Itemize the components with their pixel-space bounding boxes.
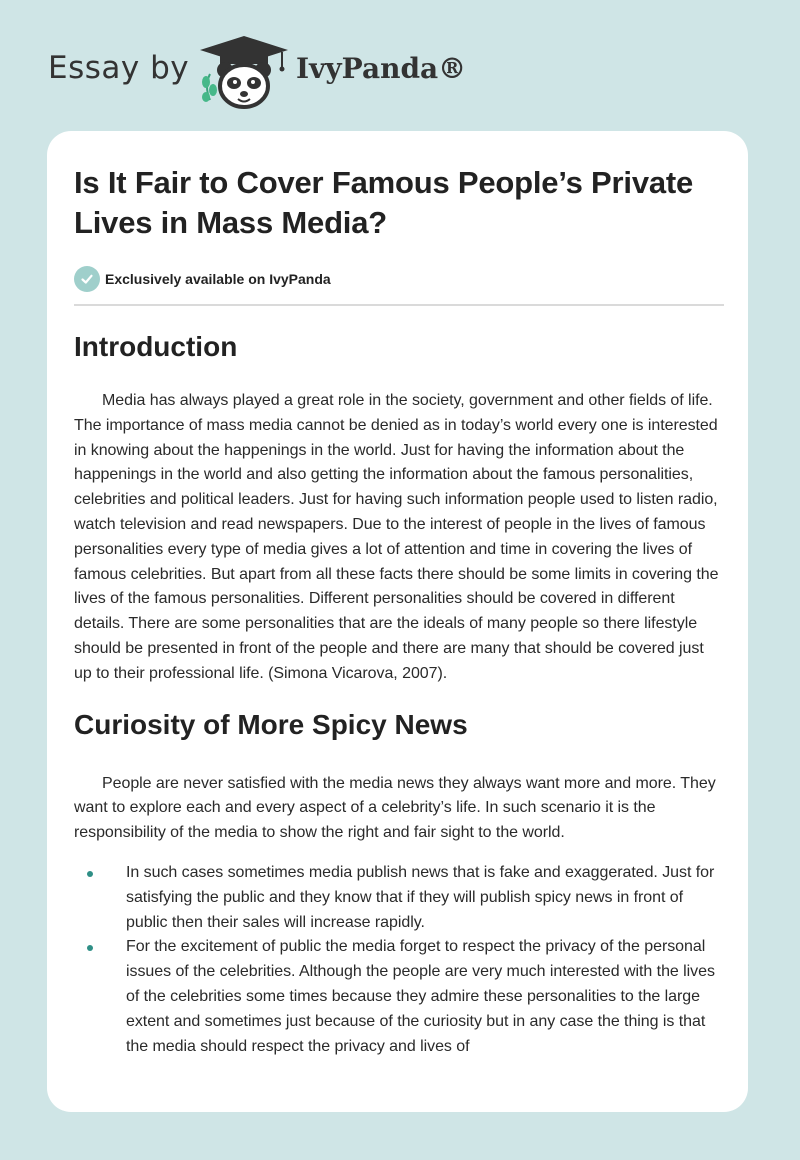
section-heading-introduction: Introduction bbox=[74, 331, 238, 362]
check-icon bbox=[74, 266, 100, 292]
page-title: Is It Fair to Cover Famous People’s Private Lives in Mass Media? bbox=[74, 165, 694, 240]
essay-by-label: Essay by bbox=[48, 50, 190, 86]
introduction-paragraph: Media has always played a great role in the society, government and other fields of life. The importance of mass media cannot be denied as in today’s world every one is interested in knowing about the happenings in the world. Just for having the information about the happenings in the world and also getting the information about the famous personalities, celebrities and political leaders. Just for having such information people used to listen radio, watch television and read newspapers. Due to the interest of people in the lives of famous personalities every type of media gives a lot of attention and time in covering the lives of famous celebrities. But apart from all these facts there should be some limits in covering the lives of the famous personalities. Different personalities should be covered in different details. There are some personalities that are the ideals of many people so there lifestyle should be presented in front of the people and there are many that should be covered just up to their professional life. (Simona Vicarova, 2007). bbox=[74, 392, 719, 682]
section-heading-curiosity: Curiosity of More Spicy News bbox=[74, 708, 468, 740]
brand-name[interactable]: IvyPanda® bbox=[296, 52, 467, 85]
list-item-text: In such cases sometimes media publish news that is fake and exaggerated. Just for satisfying the public and they know that if they will publish spicy news in front of public then their sales will increase rapidly. bbox=[126, 863, 715, 931]
list-item-text: For the excitement of public the media forget to respect the privacy of the personal issues of the celebrities. Although the people are very much interested with the lives of the celebrities some times because they admire these personalities to the large extent and sometimes just because of the curiosity but in any case the thing is that the media should respect the privacy and lives of bbox=[126, 938, 715, 1055]
list-item bbox=[74, 935, 724, 1059]
list-item bbox=[74, 861, 724, 935]
bullet-list bbox=[74, 861, 724, 1059]
curiosity-paragraph: People are never satisfied with the media news they always want more and more. They want to explore each and every aspect of a celebrity’s life. In such scenario it is the responsibility of the media to show the right and fair sight to the world. bbox=[74, 774, 716, 842]
bullet-dot-icon bbox=[87, 945, 93, 951]
badge-text: Exclusively available on IvyPanda bbox=[105, 271, 331, 287]
essay-content bbox=[74, 163, 724, 1059]
divider bbox=[74, 304, 724, 306]
essay-card bbox=[47, 131, 748, 1112]
site-header bbox=[48, 30, 648, 110]
exclusive-badge bbox=[74, 265, 724, 293]
bullet-dot-icon bbox=[87, 871, 93, 877]
panda-logo-icon[interactable] bbox=[198, 34, 290, 110]
